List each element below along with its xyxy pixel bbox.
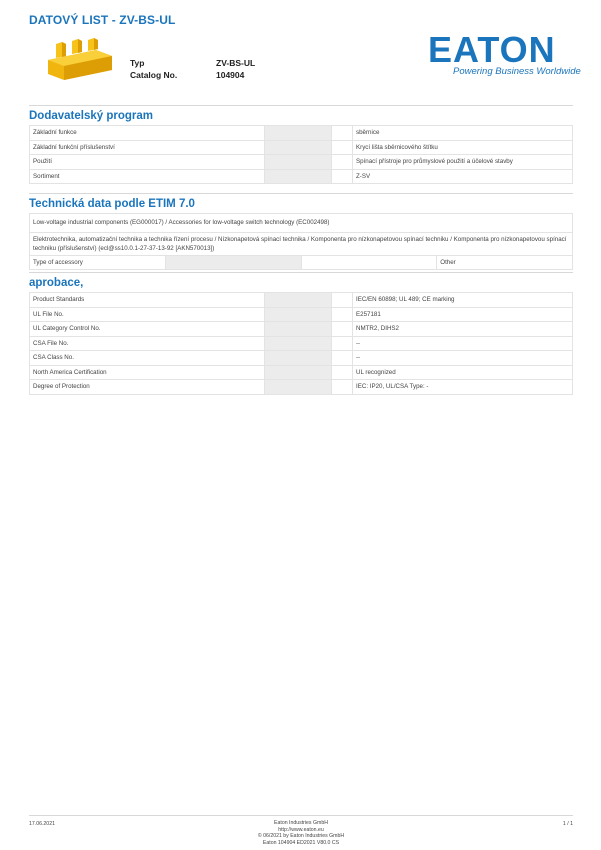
- etim-classification-path: Elektrotechnika, automatizační technika a technika řízení procesu / Nízkonapetová spínací technika / Komponenta pro nízkonapetovou spínací techniku / Komponenta pro nízkonapetovou spínací techniku (příslušenství) (ecl@ss10.0.1-27-37-13-92 [AKN570013]): [30, 232, 573, 255]
- row-label: Type of accessory: [30, 255, 166, 270]
- row-spacer: [265, 351, 332, 366]
- row-spacer: [301, 255, 437, 270]
- table-row: [30, 351, 573, 366]
- svg-text:EATON: EATON: [428, 32, 556, 70]
- footer-copyright: © 06/2021 by Eaton Industries GmbH: [257, 833, 345, 839]
- table-row: [30, 140, 573, 155]
- row-spacer: [265, 169, 332, 184]
- id-value: 104904: [216, 70, 245, 80]
- row-spacer: [265, 365, 332, 380]
- table-row: [30, 232, 573, 255]
- row-label: Degree of Protection: [30, 380, 265, 395]
- footer-date: 17.06.2021: [29, 821, 55, 827]
- table-row: [30, 255, 573, 270]
- etim-table: [29, 213, 573, 270]
- id-label: Catalog No.: [130, 70, 178, 80]
- row-value: sběrnice: [353, 126, 573, 141]
- supplier-program-table: [29, 125, 573, 184]
- table-row: [30, 336, 573, 351]
- row-spacer: [265, 307, 332, 322]
- row-spacer: [332, 307, 353, 322]
- row-label: CSA Class No.: [30, 351, 265, 366]
- row-value: Z-SV: [353, 169, 573, 184]
- footer-page-number: 1 / 1: [562, 821, 573, 827]
- supplier-program-section: [29, 105, 573, 184]
- row-label: Použití: [30, 155, 265, 170]
- row-spacer: [265, 140, 332, 155]
- row-label: North America Certification: [30, 365, 265, 380]
- section-title: aprobace,: [29, 277, 84, 289]
- row-label: UL Category Control No.: [30, 322, 265, 337]
- row-spacer: [332, 351, 353, 366]
- row-spacer: [265, 293, 332, 308]
- row-spacer: [332, 169, 353, 184]
- row-spacer: [332, 155, 353, 170]
- section-title: Dodavatelský program: [29, 110, 153, 122]
- row-spacer: [165, 255, 301, 270]
- row-spacer: [265, 155, 332, 170]
- table-row: [30, 380, 573, 395]
- page-footer: [29, 815, 573, 846]
- row-value: Spínací přístroje pro průmyslové použití a účelové stavby: [353, 155, 573, 170]
- row-spacer: [332, 365, 353, 380]
- row-value: NMTR2, DIHS2: [353, 322, 573, 337]
- table-row: [30, 155, 573, 170]
- approvals-table: [29, 292, 573, 395]
- row-value: --: [353, 351, 573, 366]
- etim-section: [29, 193, 573, 270]
- id-row-type: [130, 57, 255, 69]
- id-value: ZV-BS-UL: [216, 58, 256, 68]
- row-label: CSA File No.: [30, 336, 265, 351]
- row-spacer: [265, 126, 332, 141]
- row-label: Product Standards: [30, 293, 265, 308]
- document-title: DATOVÝ LIST - ZV-BS-UL: [29, 13, 176, 27]
- row-value: Krycí lišta sběrnicového štítku: [353, 140, 573, 155]
- row-value: IEC/EN 60898; UL 489; CE marking: [353, 293, 573, 308]
- row-spacer: [332, 322, 353, 337]
- logo-tagline: Powering Business Worldwide: [453, 66, 581, 77]
- product-image: [46, 38, 116, 80]
- table-row: [30, 169, 573, 184]
- etim-class-line: Low-voltage industrial components (EG000017) / Accessories for low-voltage switch technology (EC002498): [30, 214, 573, 233]
- row-spacer: [265, 322, 332, 337]
- row-value: E257181: [353, 307, 573, 322]
- table-row: [30, 126, 573, 141]
- product-id-table: [130, 57, 255, 81]
- row-spacer: [332, 380, 353, 395]
- row-spacer: [332, 140, 353, 155]
- table-row: [30, 365, 573, 380]
- row-spacer: [332, 126, 353, 141]
- table-row: [30, 307, 573, 322]
- row-spacer: [265, 380, 332, 395]
- row-value: Other: [437, 255, 573, 270]
- row-label: UL File No.: [30, 307, 265, 322]
- footer-url[interactable]: http://www.eaton.eu: [278, 826, 324, 833]
- row-spacer: [332, 336, 353, 351]
- table-row: [30, 322, 573, 337]
- table-row: [30, 293, 573, 308]
- table-row: [30, 214, 573, 233]
- footer-doc-code: Eaton 104904 ED2021 V80.0 CS: [262, 839, 340, 846]
- section-title: Technická data podle ETIM 7.0: [29, 198, 195, 210]
- id-label: Typ: [130, 58, 145, 68]
- row-label: Základní funkce: [30, 126, 265, 141]
- id-row-catalog: [130, 69, 255, 81]
- row-label: Sortiment: [30, 169, 265, 184]
- footer-company: Eaton Industries GmbH: [274, 820, 328, 826]
- approvals-section: [29, 272, 573, 395]
- row-label: Základní funkční příslušenství: [30, 140, 265, 155]
- row-value: --: [353, 336, 573, 351]
- row-value: IEC: IP20, UL/CSA Type: -: [353, 380, 573, 395]
- row-value: UL recognized: [353, 365, 573, 380]
- row-spacer: [332, 293, 353, 308]
- row-spacer: [265, 336, 332, 351]
